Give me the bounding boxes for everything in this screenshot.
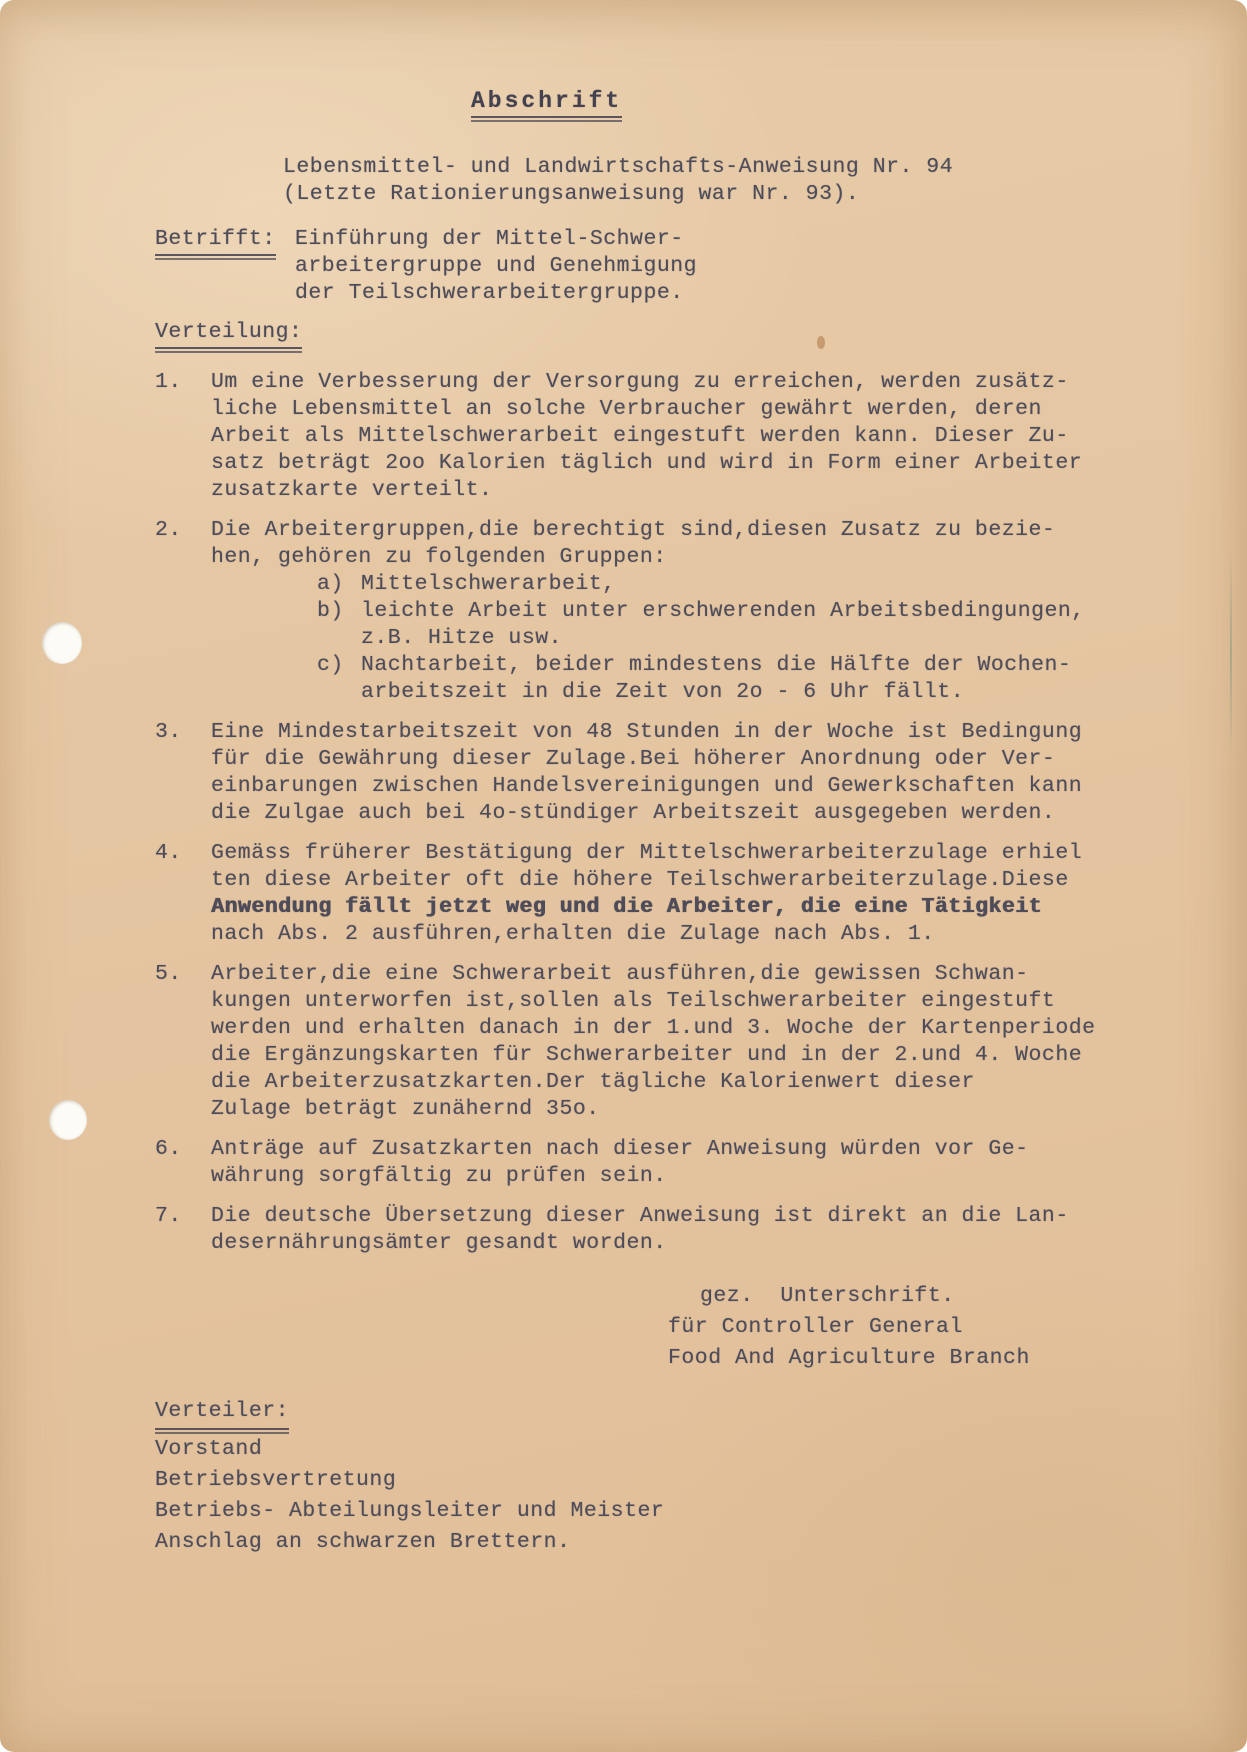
- letter-list: [317, 571, 1217, 706]
- letter-item: [317, 571, 1217, 598]
- text-line: Nachtarbeit, beider mindestens die Hälfte der Wochen-: [361, 653, 1072, 677]
- item-body: [211, 1136, 1217, 1190]
- signature-block: [668, 1281, 1217, 1374]
- text-line: arbeitszeit in die Zeit von 2o - 6 Uhr fällt.: [361, 680, 965, 704]
- text-line: Arbeit als Mittelschwerarbeit eingestuft werden kann. Dieser Zu-: [211, 424, 1069, 448]
- letter-body: [361, 652, 1217, 706]
- signature-line: Food And Agriculture Branch: [668, 1346, 1030, 1370]
- text-line: Zulage beträgt zunähernd 35o.: [211, 1097, 600, 1121]
- letter-item: [317, 652, 1217, 706]
- betrifft-line: Einführung der Mittel-Schwer-: [295, 227, 684, 251]
- document-content: [155, 88, 1217, 1558]
- item-body: [211, 369, 1217, 504]
- item-body: [211, 719, 1217, 827]
- item-body: [211, 517, 1217, 706]
- text-line: werden und erhalten danach in der 1.und 3. Woche der Kartenperiode: [211, 1016, 1096, 1040]
- text-line: die Ergänzungskarten für Schwerarbeiter und in der 2.und 4. Woche: [211, 1043, 1083, 1067]
- text-line: Um eine Verbesserung der Versorgung zu erreichen, werden zusätz-: [211, 370, 1069, 394]
- title-row: [471, 88, 1217, 122]
- verteilung-label-text: Verteilung:: [155, 319, 302, 349]
- subtitle-line: (Letzte Rationierungsanweisung war Nr. 93).: [283, 182, 860, 206]
- item-number: 7.: [155, 1204, 182, 1228]
- verteiler-line: Betriebs- Abteilungsleiter und Meister: [155, 1499, 665, 1523]
- verteiler-label-text: Verteiler:: [155, 1396, 289, 1430]
- betrifft-lines: [295, 226, 697, 307]
- betrifft-line: der Teilschwerarbeitergruppe.: [295, 281, 684, 305]
- verteilung-heading-row: [155, 319, 1217, 353]
- text-line: hen, gehören zu folgenden Gruppen:: [211, 545, 667, 569]
- list-item: [155, 840, 1217, 948]
- text-line: z.B. Hitze usw.: [361, 626, 563, 650]
- list-item: [155, 719, 1217, 827]
- list-item: [155, 517, 1217, 706]
- item-number: 4.: [155, 841, 182, 865]
- item-number: 2.: [155, 518, 182, 542]
- letter-body: [361, 571, 1217, 598]
- signature-line: gez. Unterschrift.: [700, 1284, 955, 1308]
- list-item: [155, 1203, 1217, 1257]
- betrifft-label-text: Betrifft:: [155, 226, 276, 256]
- text-line: zusatzkarte verteilt.: [211, 478, 493, 502]
- verteiler-line: Vorstand: [155, 1437, 263, 1461]
- document-title-text: Abschrift: [471, 88, 622, 118]
- betrifft-label-cell: [155, 226, 295, 307]
- text-line: Eine Mindestarbeitszeit von 48 Stunden in der Woche ist Bedingung: [211, 720, 1083, 744]
- letter-label: a): [317, 572, 344, 596]
- document-title: [471, 88, 622, 122]
- letter-label: b): [317, 599, 344, 623]
- text-line: einbarungen zwischen Handelsvereinigungen und Gewerkschaften kann: [211, 774, 1083, 798]
- verteiler-lines: [155, 1434, 1217, 1558]
- item-number: 1.: [155, 370, 182, 394]
- punch-hole-top: [42, 622, 82, 664]
- verteiler-line: Anschlag an schwarzen Brettern.: [155, 1530, 571, 1554]
- text-line: ten diese Arbeiter oft die höhere Teilschwerarbeiterzulage.Diese: [211, 868, 1069, 892]
- item-number: 5.: [155, 962, 182, 986]
- text-line: Anträge auf Zusatzkarten nach dieser Anweisung würden vor Ge-: [211, 1137, 1029, 1161]
- text-line: für die Gewährung dieser Zulage.Bei höherer Anordnung oder Ver-: [211, 747, 1056, 771]
- subtitle-block: [283, 154, 1217, 208]
- text-line: die Zulgae auch bei 4o-stündiger Arbeitszeit ausgegeben werden.: [211, 801, 1056, 825]
- text-line: die Arbeiterzusatzkarten.Der tägliche Kalorienwert dieser: [211, 1070, 975, 1094]
- item-body: [211, 1203, 1217, 1257]
- item-body: [211, 840, 1217, 948]
- letter-label: c): [317, 653, 344, 677]
- item-body: [211, 961, 1217, 1123]
- text-line: Anwendung fällt jetzt weg und die Arbeiter, die eine Tätigkeit: [211, 895, 1042, 919]
- text-line: nach Abs. 2 ausführen,erhalten die Zulage nach Abs. 1.: [211, 922, 935, 946]
- paper-crease: [1230, 555, 1232, 755]
- item-number: 6.: [155, 1137, 182, 1161]
- signature-line: für Controller General: [668, 1315, 963, 1339]
- text-line: Arbeiter,die eine Schwerarbeit ausführen,die gewissen Schwan-: [211, 962, 1029, 986]
- punch-hole-bottom: [49, 1100, 87, 1140]
- letter-item: [317, 598, 1217, 652]
- verteiler-heading-row: [155, 1396, 1217, 1434]
- text-line: Die deutsche Übersetzung dieser Anweisung ist direkt an die Lan-: [211, 1204, 1069, 1228]
- betrifft-line: arbeitergruppe und Genehmigung: [295, 254, 698, 278]
- verteiler-label: [155, 1396, 289, 1434]
- text-line: Mittelschwerarbeit,: [361, 572, 616, 596]
- text-line: Die Arbeitergruppen,die berechtigt sind,diesen Zusatz zu bezie-: [211, 518, 1056, 542]
- text-line: liche Lebensmittel an solche Verbraucher gewährt werden, deren: [211, 397, 1042, 421]
- numbered-list: [155, 369, 1217, 1257]
- text-line: satz beträgt 2oo Kalorien täglich und wird in Form einer Arbeiter: [211, 451, 1083, 475]
- letter-body: [361, 598, 1217, 652]
- text-line: leichte Arbeit unter erschwerenden Arbeitsbedingungen,: [361, 599, 1085, 623]
- text-line: Gemäss früherer Bestätigung der Mittelschwerarbeiterzulage erhiel: [211, 841, 1083, 865]
- verteiler-line: Betriebsvertretung: [155, 1468, 397, 1492]
- list-item: [155, 369, 1217, 504]
- betrifft-block: [155, 226, 1217, 307]
- text-line: desernährungsämter gesandt worden.: [211, 1231, 667, 1255]
- verteiler-block: [155, 1396, 1217, 1558]
- list-item: [155, 961, 1217, 1123]
- subtitle-line: Lebensmittel- und Landwirtschafts-Anweisung Nr. 94: [283, 155, 954, 179]
- list-item: [155, 1136, 1217, 1190]
- text-line: währung sorgfältig zu prüfen sein.: [211, 1164, 667, 1188]
- text-line: kungen unterworfen ist,sollen als Teilschwerarbeiter eingestuft: [211, 989, 1056, 1013]
- verteilung-label: [155, 319, 302, 353]
- betrifft-label: [155, 226, 276, 260]
- item-number: 3.: [155, 720, 182, 744]
